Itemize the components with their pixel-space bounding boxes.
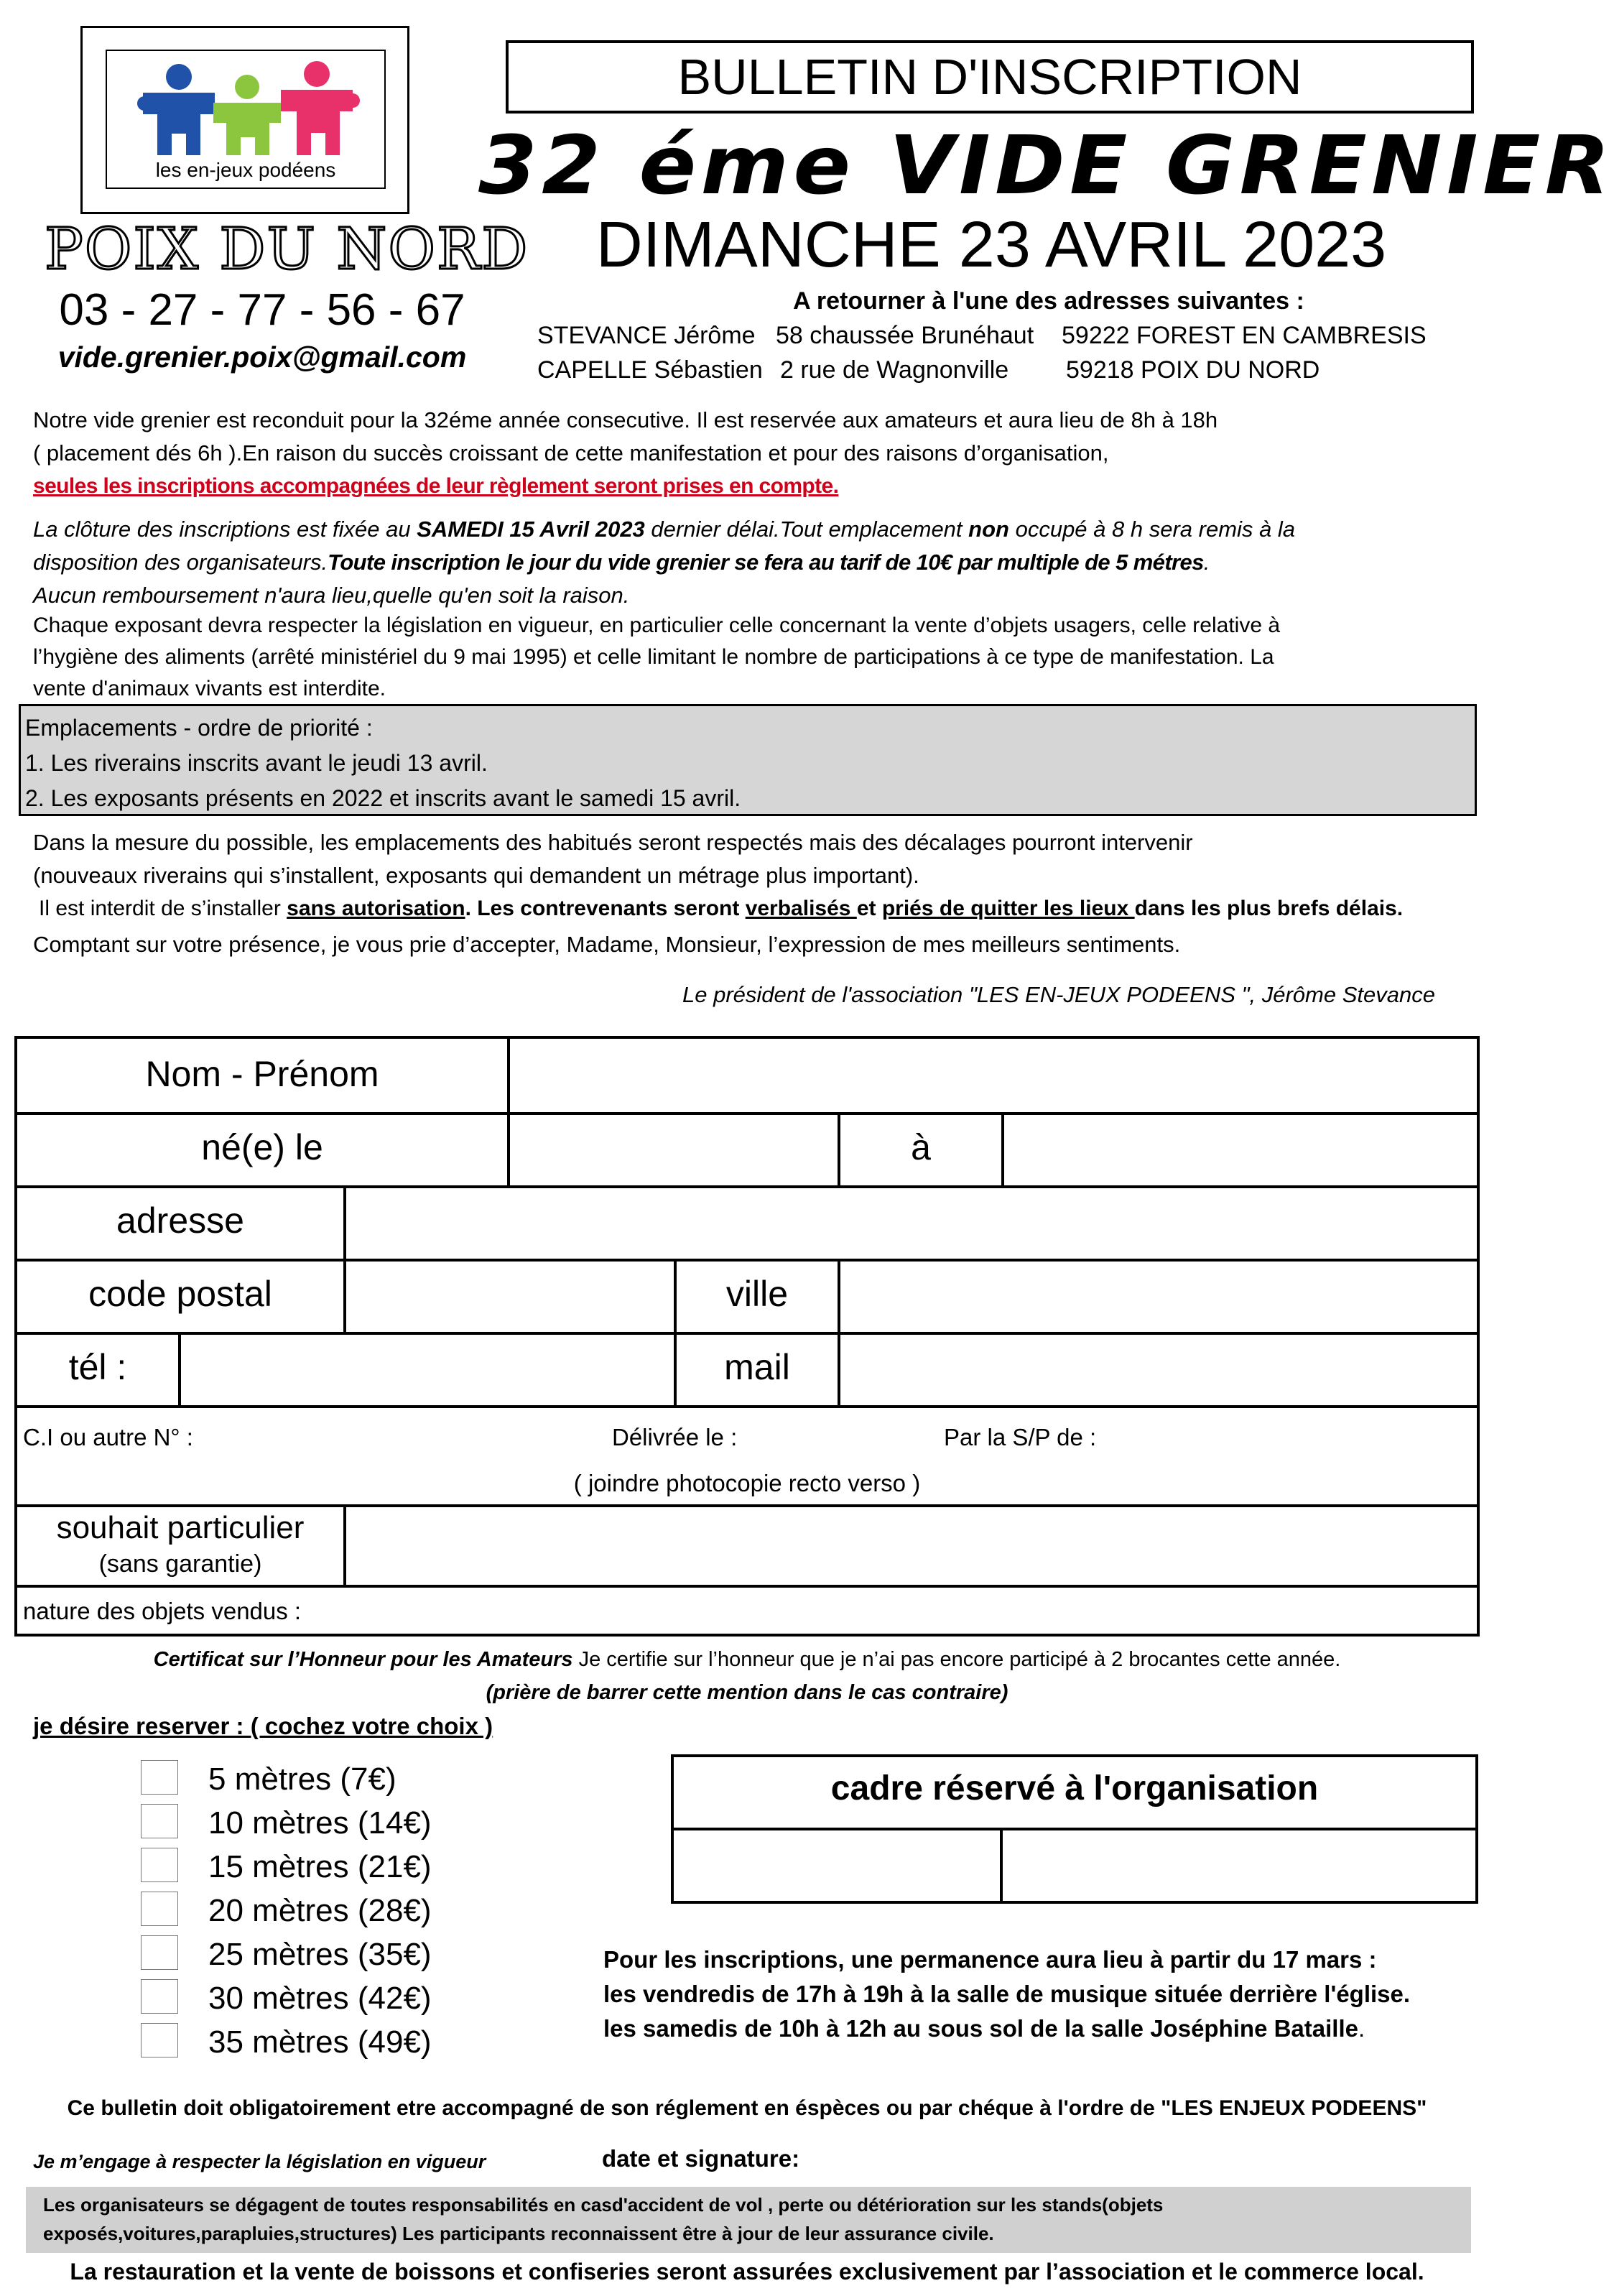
priority-item-2: 2. Les exposants présents en 2022 et inscrits avant le samedi 15 avril. (25, 785, 741, 811)
permanence-line-1: Pour les inscriptions, une permanence aura lieu à partir du 17 mars : (603, 1946, 1377, 1973)
intro-line-1: Notre vide grenier est reconduit pour la 32éme année consecutive. Il est reservée aux amateurs et aura lieu de 8h à 18h (33, 407, 1218, 432)
checkbox-10m[interactable] (141, 1804, 178, 1838)
closing-line-2: disposition des organisateurs.Toute inscription le jour du vide grenier se fera au tarif de 10€ par multiple de 5 métres. (33, 550, 1210, 575)
birth-date-field[interactable] (510, 1115, 838, 1185)
legislation-line-3: vente d'animaux vivants est interdite. (33, 677, 386, 700)
option-25m-label: 25 mètres (35€) (208, 1937, 432, 1972)
notes-line-2: (nouveaux riverains qui s’installent, exposants qui demandent un métrage plus important). (33, 863, 919, 888)
president-signature: Le président de l'association "LES EN-JEUX PODEENS ", Jérôme Stevance (682, 982, 1435, 1007)
address-2-street: 2 rue de Wagnonville (780, 356, 1009, 384)
engagement-note: Je m’engage à respecter la législation en vigueur (33, 2151, 486, 2172)
checkbox-35m[interactable] (141, 2023, 178, 2057)
option-30m-label: 30 mètres (42€) (208, 1981, 432, 2016)
nom-prenom-field[interactable] (510, 1039, 1477, 1112)
bulletin-title: BULLETIN D'INSCRIPTION (506, 40, 1474, 114)
intro-warning: seules les inscriptions accompagnées de leur règlement seront prises en compte. (33, 474, 839, 498)
disclaimer-line-2: exposés,voitures,parapluies,structures) Les participants reconnaissent être à jour de leur assurance civile. (43, 2223, 994, 2244)
address-1-street: 58 chaussée Brunéhaut (776, 322, 1034, 349)
option-20m-label: 20 mètres (28€) (208, 1893, 432, 1928)
closing-line-3: Aucun remboursement n'aura lieu,quelle qu'en soit la raison. (33, 583, 630, 608)
organisation-title: cadre réservé à l'organisation (830, 1769, 1319, 1807)
event-title: 32 éme VIDE GRENIER (478, 119, 1614, 213)
intro-line-2: ( placement dés 6h ).En raison du succès croissant de cette manifestation et pour des raisons d’organisation, (33, 440, 1109, 466)
date-signature-label: date et signature: (602, 2145, 800, 2172)
checkbox-5m[interactable] (141, 1760, 178, 1795)
priority-item-1: 1. Les riverains inscrits avant le jeudi 13 avril. (25, 750, 488, 776)
certificate-note: (prière de barrer cette mention dans le cas contraire) (486, 1681, 1008, 1704)
event-date: DIMANCHE 23 AVRIL 2023 (595, 209, 1387, 281)
payment-note: Ce bulletin doit obligatoirement etre accompagné de son réglement en éspèces ou par chéque à l'ordre de "LES ENJEUX PODEENS" (67, 2096, 1427, 2120)
town-name: POIX DU NORD (45, 216, 529, 282)
city-label: ville (725, 1274, 789, 1314)
items-sold-label: nature des objets vendus : (23, 1598, 302, 1624)
address-field[interactable] (346, 1188, 1477, 1259)
wish-label: souhait particulier (56, 1510, 305, 1545)
logo-inner-frame (106, 50, 386, 189)
address-1-name: STEVANCE Jérôme (537, 322, 756, 349)
email-address: vide.grenier.poix@gmail.com (57, 341, 467, 374)
birth-place-field[interactable] (1004, 1115, 1477, 1185)
disclaimer-box (26, 2187, 1471, 2253)
mail-label: mail (724, 1347, 790, 1387)
no-guarantee-label: (sans garantie) (98, 1550, 262, 1578)
checkbox-20m[interactable] (141, 1892, 178, 1926)
return-label: A retourner à l'une des adresses suivantes : (793, 287, 1304, 315)
address-2-city: 59218 POIX DU NORD (1066, 356, 1320, 384)
option-10m-label: 10 mètres (14€) (208, 1805, 432, 1841)
option-5m-label: 5 mètres (7€) (208, 1762, 396, 1797)
birth-date-label: né(e) le (201, 1127, 323, 1167)
nom-prenom-label: Nom - Prénom (145, 1054, 379, 1094)
permanence-line-2: les vendredis de 17h à 19h à la salle de musique située derrière l'église. (603, 1981, 1411, 2007)
wish-field[interactable] (346, 1507, 1477, 1585)
address-2-name: CAPELLE Sébastien (537, 356, 763, 384)
organisation-box (671, 1754, 1478, 1904)
phone-label: tél : (68, 1347, 127, 1387)
puzzle-people-icon (129, 58, 366, 159)
certificate-line: Certificat sur l’Honneur pour les Amateurs Je certifie sur l’honneur que je n’ai pas encore participé à 2 brocantes cette année. (153, 1648, 1341, 1671)
checkbox-30m[interactable] (141, 1979, 178, 2014)
mail-field[interactable] (840, 1335, 1477, 1405)
legislation-line-1: Chaque exposant devra respecter la législation en vigueur, en particulier celle concernant la vente d’objets usagers, celle relative à (33, 614, 1281, 637)
priority-box (19, 704, 1477, 816)
photocopy-note: ( joindre photocopie recto verso ) (573, 1470, 921, 1496)
issued-date-label: Délivrée le : (612, 1424, 738, 1450)
checkbox-15m[interactable] (141, 1848, 178, 1882)
notes-line-3: Il est interdit de s’installer sans autorisation. Les contrevenants seront verbalisés et priés de quitter les lieux dans les plus brefs délais. (39, 897, 1404, 920)
id-number-label: C.I ou autre N° : (23, 1424, 193, 1450)
option-15m-label: 15 mètres (21€) (208, 1849, 432, 1884)
birth-place-label: à (911, 1127, 931, 1167)
priority-title: Emplacements - ordre de priorité : (25, 715, 373, 741)
disclaimer-line-1: Les organisateurs se dégagent de toutes responsabilités en casd'accident de vol , perte ou détérioration sur les stands(objets (43, 2194, 1164, 2216)
postal-code-field[interactable] (346, 1262, 674, 1332)
notes-line-4: Comptant sur votre présence, je vous prie d’accepter, Madame, Monsieur, l’expression de mes meilleurs sentiments. (33, 932, 1181, 957)
issued-by-label: Par la S/P de : (944, 1424, 1097, 1450)
permanence-info (603, 1943, 1410, 2046)
phone-number: 03 - 27 - 77 - 56 - 67 (59, 285, 465, 335)
checkbox-25m[interactable] (141, 1935, 178, 1970)
postal-code-label: code postal (88, 1274, 272, 1314)
address-1-city: 59222 FOREST EN CAMBRESIS (1062, 322, 1427, 349)
notes-line-1: Dans la mesure du possible, les emplacements des habitués seront respectés mais des décalages pourront intervenir (33, 830, 1193, 855)
reservation-title: je désire reserver : ( cochez votre choix ) (33, 1713, 493, 1739)
permanence-line-3: les samedis de 10h à 12h au sous sol de la salle Joséphine Bataille. (603, 2015, 1365, 2042)
catering-note: La restauration et la vente de boissons et confiseries seront assurées exclusivement par l’association et le commerce local. (70, 2259, 1424, 2285)
registration-form (14, 1036, 1480, 1637)
logo (80, 26, 409, 214)
closing-line-1: La clôture des inscriptions est fixée au SAMEDI 15 Avril 2023 dernier délai.Tout emplacement non occupé à 8 h sera remis à la (33, 517, 1296, 542)
option-35m-label: 35 mètres (49€) (208, 2024, 432, 2060)
city-field[interactable] (840, 1262, 1477, 1332)
logo-caption: les en-jeux podéens (155, 159, 336, 181)
legislation-line-2: l’hygiène des aliments (arrêté ministériel du 9 mai 1995) et celle limitant le nombre de participations à ce type de manifestation. La (33, 645, 1274, 669)
address-label: adresse (116, 1200, 244, 1241)
phone-field[interactable] (181, 1335, 674, 1405)
